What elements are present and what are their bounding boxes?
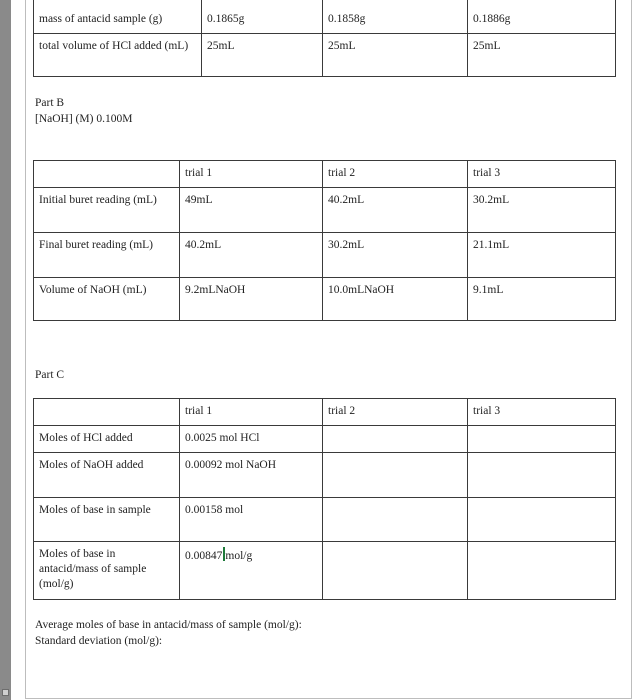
part-a-table xyxy=(33,0,616,77)
row-label: Moles of base in sample xyxy=(34,498,180,542)
left-sidebar xyxy=(0,0,11,700)
row-label: Initial buret reading (mL) xyxy=(34,188,180,233)
table-row xyxy=(34,188,616,233)
table-row xyxy=(34,426,616,453)
row-label: Moles of NaOH added xyxy=(34,453,180,498)
table-row xyxy=(34,542,616,600)
cell-trial-2[interactable]: 10.0mLNaOH xyxy=(323,278,468,321)
part-b-title: Part B xyxy=(35,97,65,109)
header-empty xyxy=(34,161,180,188)
table-row xyxy=(34,278,616,321)
cell-trial-2[interactable]: 30.2mL xyxy=(323,233,468,278)
cell-trial-1[interactable]: 25mL xyxy=(202,34,323,77)
part-c-title: Part C xyxy=(35,369,65,381)
cell-trial-1[interactable]: 9.2mLNaOH xyxy=(180,278,323,321)
cell-trial-1[interactable]: 0.1865g xyxy=(202,0,323,34)
header-trial-2: trial 2 xyxy=(323,399,468,426)
cell-trial-1[interactable] xyxy=(180,542,323,600)
part-c-table xyxy=(33,398,616,600)
header-trial-3: trial 3 xyxy=(468,161,616,188)
row-label: total volume of HCl added (mL) xyxy=(34,34,202,77)
cell-trial-2[interactable] xyxy=(323,426,468,453)
header-trial-3: trial 3 xyxy=(468,399,616,426)
average-label: Average moles of base in antacid/mass of sample (mol/g): xyxy=(35,619,302,631)
cell-unit: mol/g xyxy=(225,550,253,562)
sidebar-handle-icon[interactable] xyxy=(2,689,9,696)
cell-trial-3[interactable]: 9.1mL xyxy=(468,278,616,321)
naoh-concentration: [NaOH] (M) 0.100M xyxy=(35,113,133,125)
cell-trial-3[interactable]: 25mL xyxy=(468,34,616,77)
cell-trial-1[interactable]: 0.0025 mol HCl xyxy=(180,426,323,453)
std-dev-label: Standard deviation (mol/g): xyxy=(35,635,163,647)
cell-value: 0.00847 xyxy=(185,550,223,562)
cell-trial-2[interactable]: 0.1858g xyxy=(323,0,468,34)
cell-trial-3[interactable]: 21.1mL xyxy=(468,233,616,278)
header-empty xyxy=(34,399,180,426)
cell-trial-2[interactable] xyxy=(323,542,468,600)
row-label: mass of antacid sample (g) xyxy=(34,0,202,34)
header-trial-1: trial 1 xyxy=(180,161,323,188)
cell-trial-3[interactable] xyxy=(468,453,616,498)
cell-trial-3[interactable]: 0.1886g xyxy=(468,0,616,34)
cell-trial-2[interactable]: 40.2mL xyxy=(323,188,468,233)
table-row xyxy=(34,498,616,542)
cell-trial-3[interactable] xyxy=(468,498,616,542)
table-row xyxy=(34,34,616,77)
cell-trial-3[interactable] xyxy=(468,542,616,600)
header-trial-2: trial 2 xyxy=(323,161,468,188)
cell-trial-1[interactable]: 0.00092 mol NaOH xyxy=(180,453,323,498)
cell-trial-1[interactable]: 49mL xyxy=(180,188,323,233)
row-label: Moles of base in antacid/mass of sample (mol/g) xyxy=(34,542,180,600)
cell-trial-1[interactable]: 0.00158 mol xyxy=(180,498,323,542)
cell-trial-1[interactable]: 40.2mL xyxy=(180,233,323,278)
table-header-row xyxy=(34,399,616,426)
row-label: Final buret reading (mL) xyxy=(34,233,180,278)
cell-trial-2[interactable] xyxy=(323,498,468,542)
part-b-table xyxy=(33,160,616,321)
table-row xyxy=(34,233,616,278)
table-row xyxy=(34,453,616,498)
table-header-row xyxy=(34,161,616,188)
row-label: Moles of HCl added xyxy=(34,426,180,453)
row-label: Volume of NaOH (mL) xyxy=(34,278,180,321)
cell-trial-3[interactable]: 30.2mL xyxy=(468,188,616,233)
table-row xyxy=(34,0,616,34)
cell-trial-2[interactable] xyxy=(323,453,468,498)
cell-trial-3[interactable] xyxy=(468,426,616,453)
header-trial-1: trial 1 xyxy=(180,399,323,426)
cell-trial-2[interactable]: 25mL xyxy=(323,34,468,77)
